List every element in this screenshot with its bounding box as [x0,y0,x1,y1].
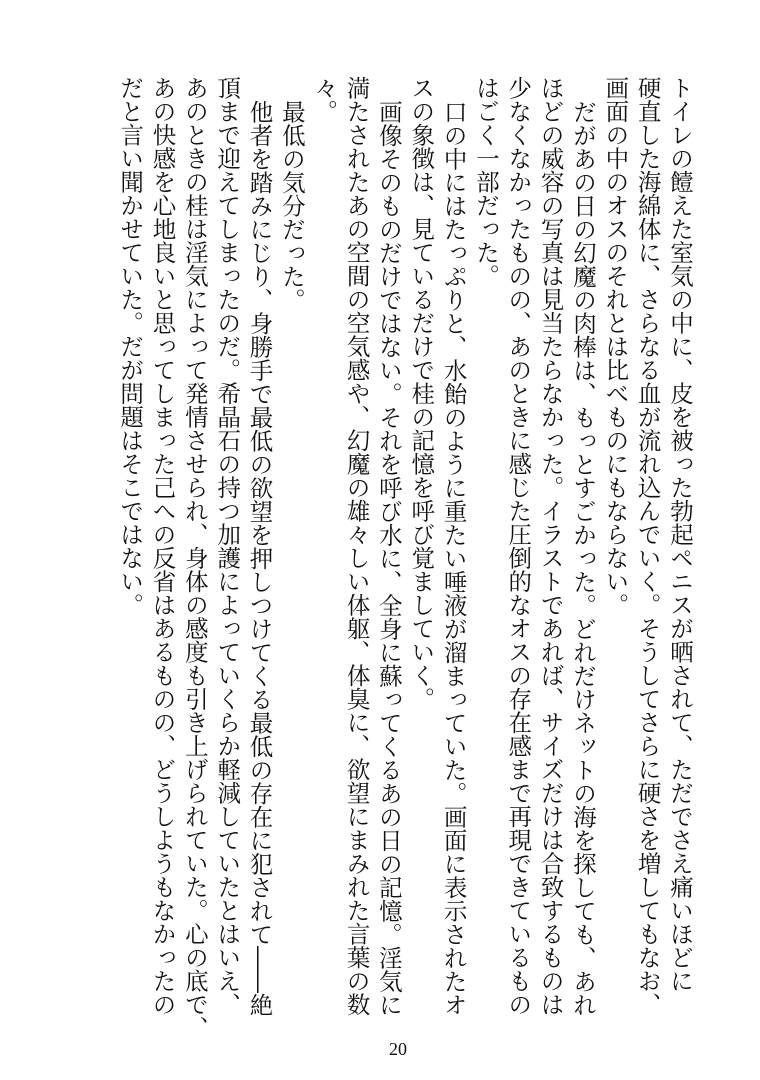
text-line: スの象徴は、見ているだけで桂の記憶を呼び覚ましていく。 [407,76,436,711]
text-line: だと言い聞かせていた。だが問題はそこではない。 [116,76,145,617]
text-line: 画面の中のオスのそれとは比べものにもならない。 [601,76,630,617]
text-line: 画像そのものだけではない。それを呼び水に、全身に蘇ってくるあの日の記憶。淫気に [374,99,403,1016]
text-line: 口の中にはたっぷりと、水飴のように重たい唾液が溜まっていた。画面に表示されたオ [439,99,468,1016]
paragraph [114,76,276,1051]
page-number: 20 [389,1039,407,1059]
text-line: 他者を踏みにじり、身勝手で最低の欲望を押しつけてくる最低の存在に犯されて――絶 [245,99,274,1016]
paragraph [308,76,405,1051]
text-line: だがあの日の幻魔の肉棒は、もっとすごかった。どれだけネットの海を探しても、あれ [568,99,597,1016]
text-line: あのときの桂は淫気によって発情させられ、身体の感度も引き上げられていた。心の底で、 [180,76,209,1040]
text-line: 最低の気分だった。 [277,99,306,311]
text-line: 少なくなかったものの、あのときに感じた圧倒的なオスの存在感まで再現できているもの [504,76,533,1016]
text-line: あの快感を心地良いと思ってしまった己への反省はあるものの、どうしようもなかったの [148,76,177,1016]
text-line: 硬直した海綿体に、さらなる血が流れ込んでいく。そうしてさらに硬さを増してもなお、 [633,76,662,1016]
paragraph [470,76,599,1051]
paragraph [405,76,470,1051]
paragraph [599,76,696,1051]
text-line: ほどの威容の写真は見当たらなかった。イラストであれば、サイズだけは合致するものは [536,76,565,1016]
text-line: トイレの饐えた室気の中に、皮を被った勃起ペニスが晒されて、ただでさえ痛いほどに [666,76,694,993]
text-line: 満たされたあの空間の空気感や、幻魔の雄々しい体躯、体臭に、欲望にまみれた言葉の数 [342,76,371,1016]
text-line: 頂まで迎えてしまったのだ。希晶石の持つ加護によっていくらか軽減していたとはいえ、 [213,76,242,1016]
body-text [113,76,696,1051]
text-line: 々。 [310,76,339,123]
paragraph [276,76,308,1051]
text-line: はごく一部だった。 [471,76,500,288]
